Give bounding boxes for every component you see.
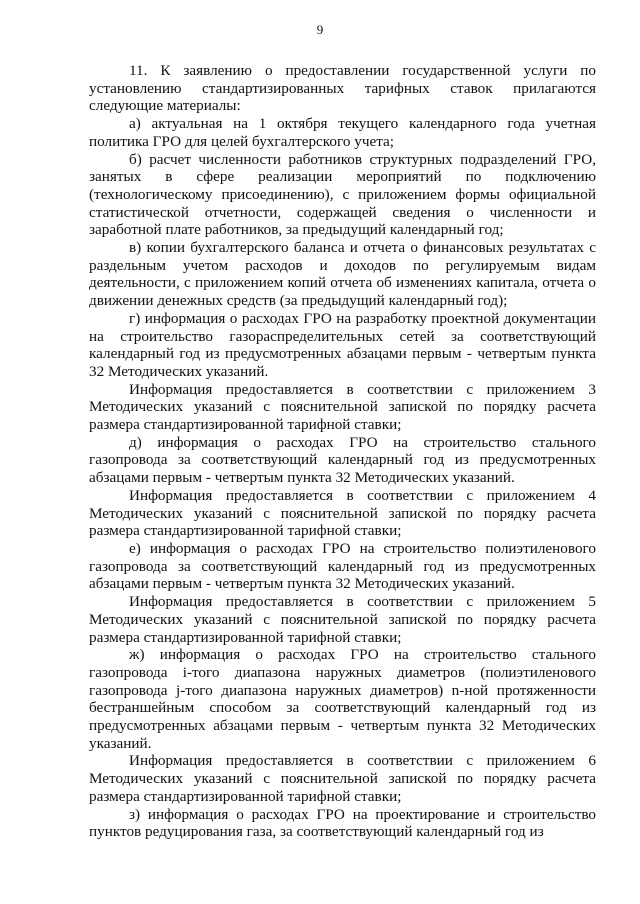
paragraph-item-b: б) расчет численности работников структурных подразделений ГРО, занятых в сфере реализации мероприятий по подключению (технологическому присоединению), с приложением формы официальной статистической отчетности, содержащей сведения о численности и заработной плате работников, за предыдущий календарный год; bbox=[89, 150, 596, 239]
page-number: 9 bbox=[316, 22, 324, 37]
body-text bbox=[89, 62, 596, 841]
paragraph-info-appendix-3: Информация предоставляется в соответствии с приложением 3 Методических указаний с пояснительной запиской по порядку расчета размера стандартизированной тарифной ставки; bbox=[89, 380, 596, 434]
paragraph-11-intro: 11. К заявлению о предоставлении государственной услуги по установлению стандартизированных тарифных ставок прилагаются следующие материалы: bbox=[89, 62, 596, 115]
paragraph-item-zh: ж) информация о расходах ГРО на строительство стального газопровода i-того диапазона наружных диаметров (полиэтиленового газопровода j-того диапазона наружных диаметров) n-ной протяженности бестраншейным способом за соответствующий календарный год из предусмотренных абзацами первым - четвертым пункта 32 Методических указаний. bbox=[89, 646, 596, 752]
paragraph-item-g: г) информация о расходах ГРО на разработку проектной документации на строительство газораспределительных сетей за соответствующий календарный год из предусмотренных абзацами первым - четвертым пункта 32 Методических указаний. bbox=[89, 309, 596, 380]
paragraph-info-appendix-4: Информация предоставляется в соответствии с приложением 4 Методических указаний с пояснительной запиской по порядку расчета размера стандартизированной тарифной ставки; bbox=[89, 486, 596, 540]
paragraph-item-e: е) информация о расходах ГРО на строительство полиэтиленового газопровода за соответствующий календарный год из предусмотренных абзацами первым - четвертым пункта 32 Методических указаний. bbox=[89, 539, 596, 593]
paragraph-item-z: з) информация о расходах ГРО на проектирование и строительство пунктов редуцирования газа, за соответствующий календарный год из bbox=[89, 805, 596, 841]
paragraph-item-a: а) актуальная на 1 октября текущего календарного года учетная политика ГРО для целей бухгалтерского учета; bbox=[89, 115, 596, 150]
paragraph-item-d: д) информация о расходах ГРО на строительство стального газопровода за соответствующий календарный год из предусмотренных абзацами первым - четвертым пункта 32 Методических указаний. bbox=[89, 433, 596, 487]
paragraph-info-appendix-5: Информация предоставляется в соответствии с приложением 5 Методических указаний с пояснительной запиской по порядку расчета размера стандартизированной тарифной ставки; bbox=[89, 593, 596, 646]
paragraph-info-appendix-6: Информация предоставляется в соответствии с приложением 6 Методических указаний с пояснительной запиской по порядку расчета размера стандартизированной тарифной ставки; bbox=[89, 752, 596, 805]
paragraph-item-v: в) копии бухгалтерского баланса и отчета о финансовых результатах с раздельным учетом расходов и доходов по регулируемым видам деятельности, с приложением копий отчета об изменениях капитала, отчета о движении денежных средств (за предыдущий календарный год); bbox=[89, 239, 596, 310]
